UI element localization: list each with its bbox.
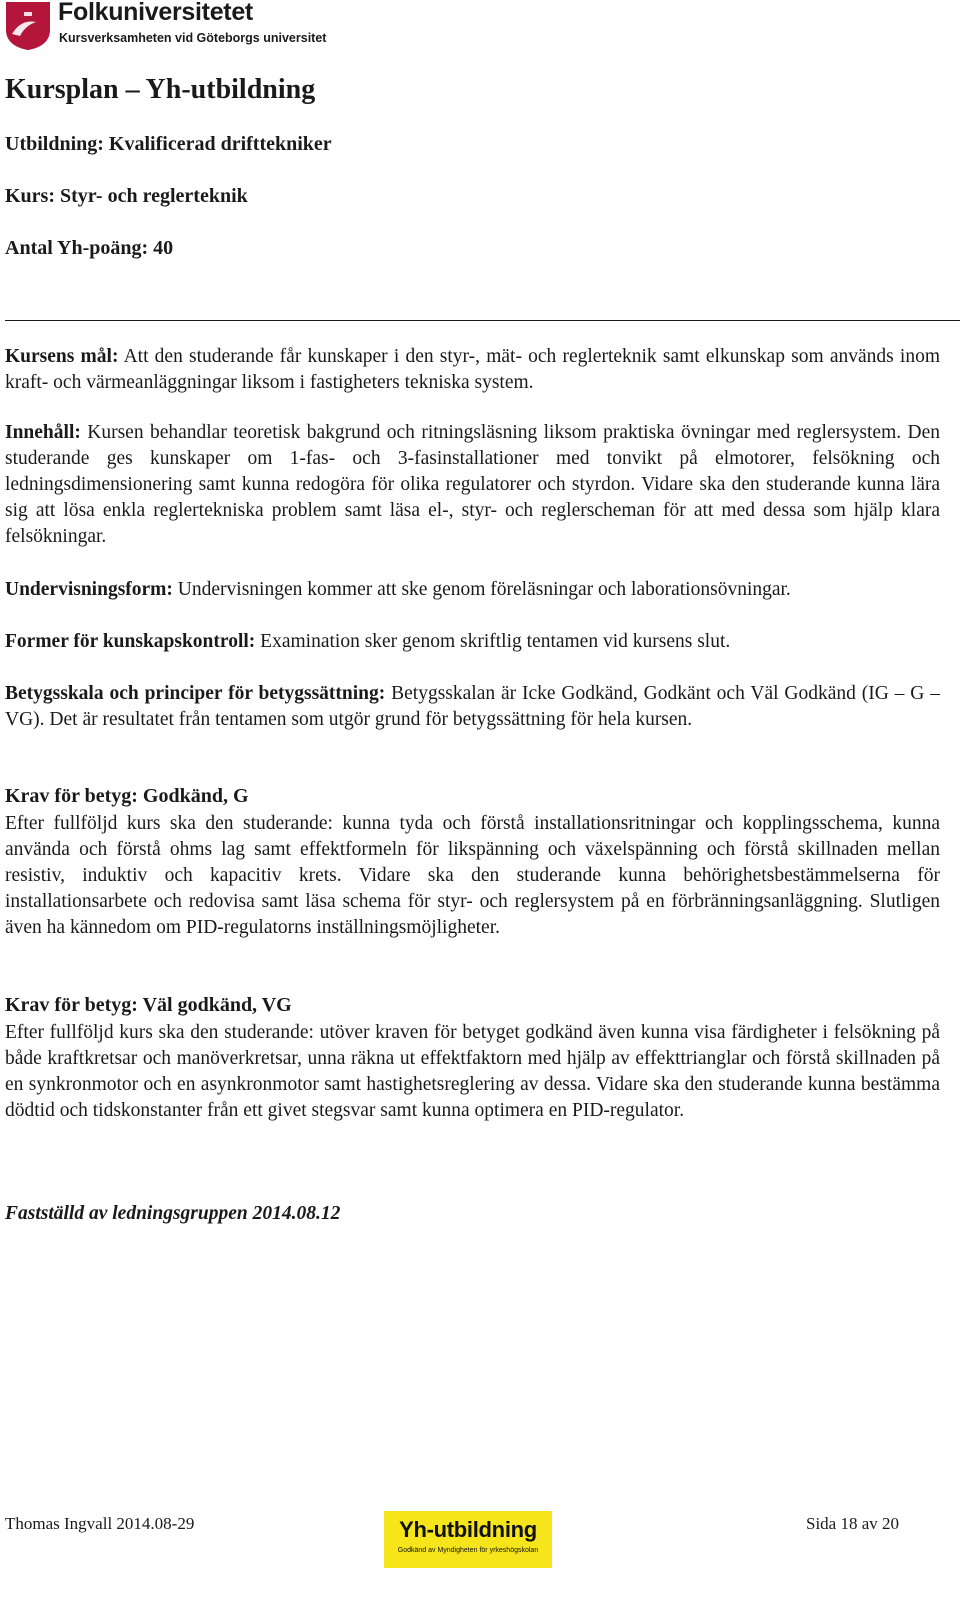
- folkuniversitetet-emblem-icon: [4, 0, 52, 50]
- content-paragraph: [5, 420, 940, 550]
- teaching-label: Undervisningsform:: [5, 579, 173, 600]
- folkuniversitetet-logo: [4, 0, 349, 52]
- grading-paragraph: [5, 681, 940, 733]
- page-title: Kursplan – Yh-utbildning: [5, 74, 316, 105]
- yh-utbildning-badge: [384, 1511, 552, 1568]
- goals-label: Kursens mål:: [5, 346, 119, 367]
- course-name: Kurs: Styr- och reglerteknik: [5, 185, 248, 207]
- grading-label: Betygsskala och principer för betygssättning:: [5, 683, 386, 704]
- goals-text: Att den studerande får kunskaper i den styr-, mät- och reglerteknik samt elkunskap som används inom kraft- och värmeanläggningar liksom i fastigheters tekniska system.: [5, 346, 941, 394]
- content-label: Innehåll:: [5, 422, 81, 443]
- footer-author-date: Thomas Ingvall 2014.08-29: [5, 1514, 195, 1533]
- grade-g-text: Efter fullföljd kurs ska den studerande: kunna tyda och förstå installationsritningar och kopplingsschema, kunna använda och förstå ohms lag samt effektformeln för likspänning och växelspänning och förstå skillnaden mellan resistiv, induktiv och kapacitiv krets. Vidare ska den studerande kunna behörighetsbestämmelserna för installationsarbete och redovisa samt läsa schema för styr- och reglersystem på en förbränningsanläggning. Slutligen även ha kännedom om PID-regulatorns inställningsmöjligheter.: [5, 813, 940, 939]
- page-number: Sida 18 av 20: [806, 1514, 900, 1533]
- yh-badge-title: Yh-utbildning: [399, 1517, 537, 1542]
- grading-text: Betygsskalan är Icke Godkänd, Godkänt och Väl Godkänd (IG – G – VG). Det är resultatet från tentamen som utgör grund för betygssättning för hela kursen.: [5, 683, 940, 731]
- org-name: Folkuniversitetet: [58, 0, 253, 26]
- grade-vg-text: Efter fullföljd kurs ska den studerande: utöver kraven för betyget godkänd även kunna visa färdigheter i felsökning på både kraftkretsar och manöverkretsar, unna räkna ut effektfaktorn med hjälp av effekttrianglar och förstå skillnaden på en synkronmotor och en asynkronmotor samt hastighetsreglering av dessa. Vidare ska den studerande kunna bestämma dödtid och tidskonstanter från ett givet stegsvar samt kunna optimera en PID-regulator.: [5, 1022, 940, 1122]
- teaching-text: Undervisningen kommer att ske genom föreläsningar och laborationsövningar.: [177, 579, 791, 600]
- org-subtitle: Kursverksamheten vid Göteborgs universitet: [59, 31, 327, 45]
- course-credits: Antal Yh-poäng: 40: [5, 237, 174, 259]
- content-text: Kursen behandlar teoretisk bakgrund och ritningsläsning liksom praktiska övningar med reglersystem. Den studerande ges kunskaper om 1-fas- och 3-fasinstallationer med tonvikt på elmotorer, felsökning och ledningsdimensionering samt kunna redogöra för olika regulatorer och styrdon. Vidare ska den studerande kunna lära sig att lösa enkla reglertekniska problem samt läsa el-, styr- och reglerscheman för att med dessa som hjälp klara felsökningar.: [5, 422, 941, 548]
- grade-vg-heading: Krav för betyg: Väl godkänd, VG: [5, 994, 292, 1016]
- education-name: Utbildning: Kvalificerad drifttekniker: [5, 133, 332, 155]
- grade-g-heading: Krav för betyg: Godkänd, G: [5, 785, 249, 807]
- teaching-paragraph: [5, 577, 940, 603]
- section-divider: [5, 320, 960, 321]
- approval-note: Fastställd av ledningsgruppen 2014.08.12: [5, 1203, 341, 1224]
- assessment-paragraph: [5, 629, 940, 655]
- yh-badge-subtitle: Godkänd av Myndigheten för yrkeshögskolan: [397, 1547, 539, 1554]
- assessment-text: Examination sker genom skriftlig tentamen vid kursens slut.: [260, 631, 731, 652]
- assessment-label: Former för kunskapskontroll:: [5, 631, 256, 652]
- goals-paragraph: [5, 344, 940, 396]
